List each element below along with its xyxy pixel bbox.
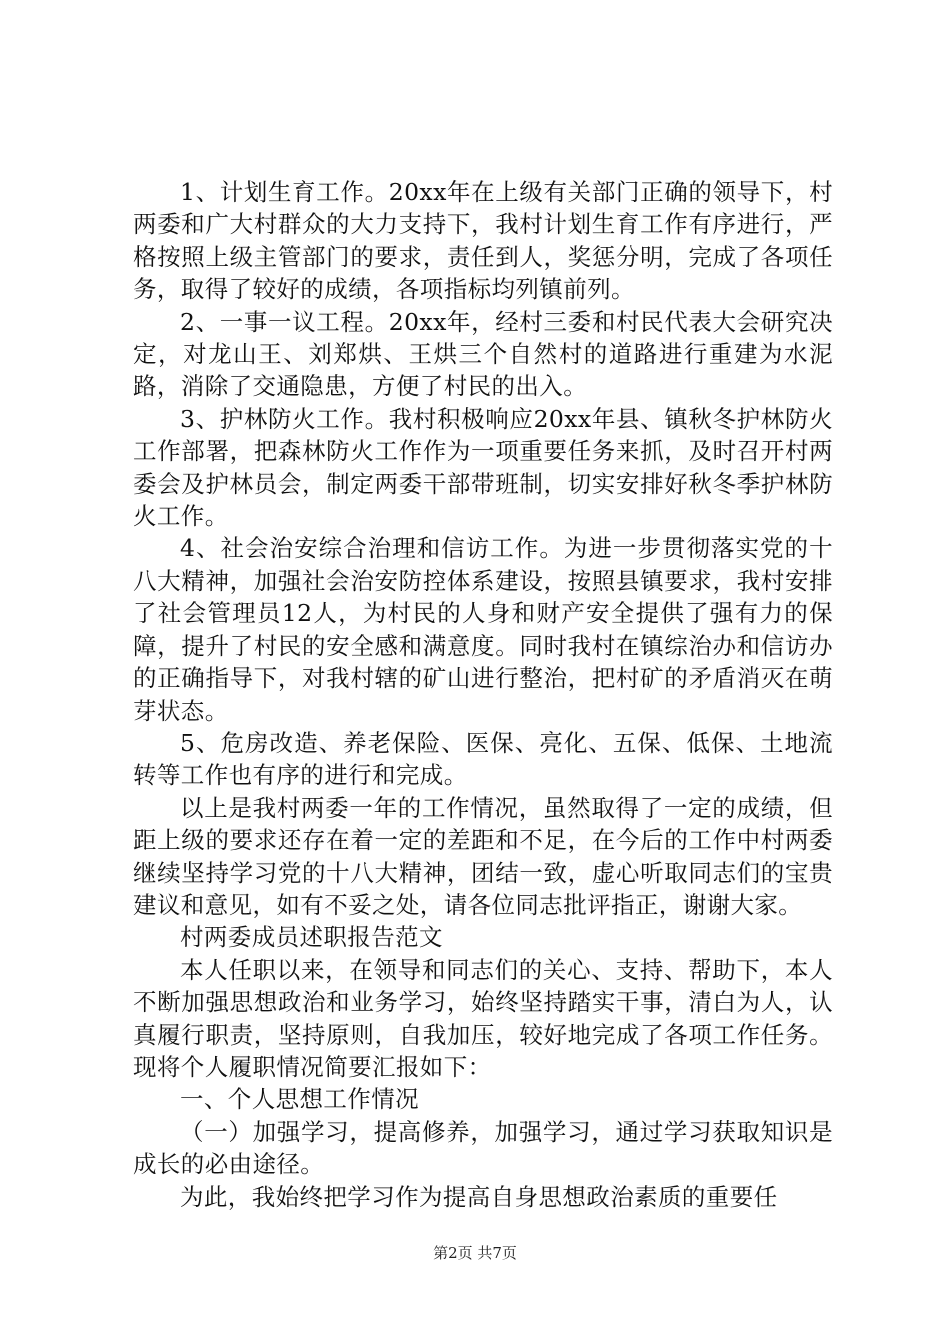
paragraph-study: （一）加强学习，提高修养，加强学习，通过学习获取知识是成长的必由途径。	[133, 1117, 833, 1179]
paragraph-summary: 以上是我村两委一年的工作情况，虽然取得了一定的成绩，但距上级的要求还存在着一定的差距和不足，在今后的工作中村两委继续坚持学习党的十八大精神，团结一致，虚心听取同志们的宝贵建议和意见，如有不妥之处，请各位同志批评指正，谢谢大家。	[133, 793, 833, 919]
section-heading-thought: 一、个人思想工作情况	[180, 1085, 419, 1114]
paragraph-family-planning: 1、计划生育工作。20xx年在上级有关部门正确的领导下，村两委和广大村群众的大力支持下，我村计划生育工作有序进行，严格按照上级主管部门的要求，责任到人，奖惩分明，完成了各项任务，取得了较好的成绩，各项指标均列镇前列。	[133, 178, 833, 304]
paragraph-study-continued: 为此，我始终把学习作为提高自身思想政治素质的重要任	[180, 1182, 778, 1211]
section-title-report: 村两委成员述职报告范文	[180, 923, 443, 952]
paragraph-intro: 本人任职以来，在领导和同志们的关心、支持、帮助下，本人不断加强思想政治和业务学习，始终坚持踏实干事，清白为人，认真履行职责，坚持原则，自我加压，较好地完成了各项工作任务。现将个人履职情况简要汇报如下：	[133, 955, 833, 1081]
paragraph-forest-fire-prevention: 3、护林防火工作。我村积极响应20xx年县、镇秋冬护林防火工作部署，把森林防火工作作为一项重要任务来抓，及时召开村两委会及护林员会，制定两委干部带班制，切实安排好秋冬季护林防火工作。	[133, 404, 833, 531]
paragraph-public-security: 4、社会治安综合治理和信访工作。为进一步贯彻落实党的十八大精神，加强社会治安防控体系建设，按照县镇要求，我村安排了社会管理员12人，为村民的人身和财产安全提供了强有力的保障，提升了村民的安全感和满意度。同时我村在镇综治办和信访办的正确指导下，对我村辖的矿山进行整治，把村矿的矛盾消灭在萌芽状态。	[133, 534, 833, 725]
page-number-footer: 第2页 共7页	[433, 1244, 517, 1262]
paragraph-housing-insurance: 5、危房改造、养老保险、医保、亮化、五保、低保、土地流转等工作也有序的进行和完成。	[133, 728, 833, 790]
document-body	[133, 176, 833, 1213]
paragraph-one-matter-one-discussion: 2、一事一议工程。20xx年，经村三委和村民代表大会研究决定，对龙山王、刘郑烘、王烘三个自然村的道路进行重建为水泥路，消除了交通隐患，方便了村民的出入。	[133, 307, 833, 401]
